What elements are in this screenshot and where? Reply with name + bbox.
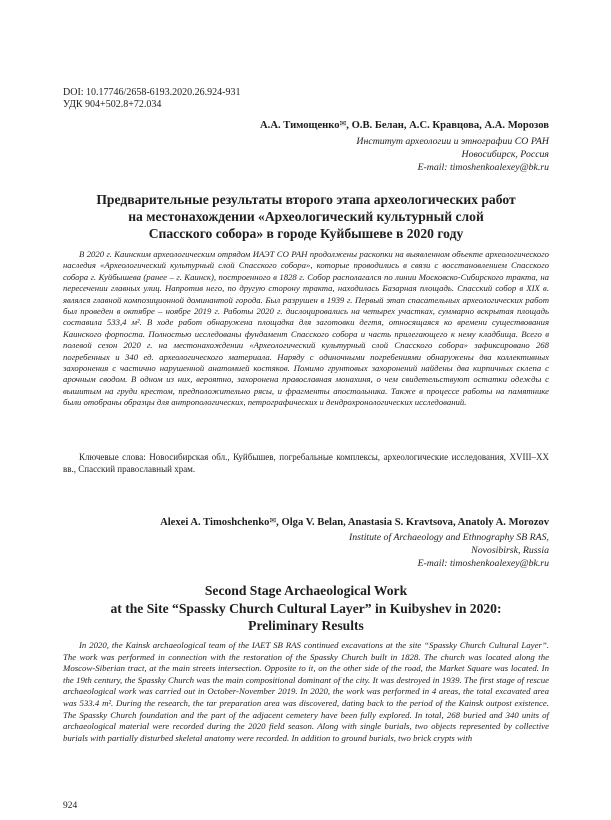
en-authors [160,516,549,528]
en-title [63,582,549,635]
en-corresponding-author: Alexei A. Timoshchenko [160,517,270,528]
en-title-line: at the Site “Spassky Church Cultural Layer” in Kuibyshev in 2020: [110,600,502,616]
ru-email: E-mail: timoshenkoalexey@bk.ru [417,162,549,173]
en-title-line: Preliminary Results [248,618,364,633]
ru-title-line: Спасского собора» в городе Куйбышеве в 2020 году [148,226,464,241]
ru-corresponding-author: А.А. Тимощенко [260,120,340,131]
en-city: Novosibirsk, Russia [471,545,549,556]
en-affiliation [349,531,549,570]
page-number: 924 [63,801,78,811]
ru-institute: Институт археологии и этнографии СО РАН [356,136,549,147]
ru-title [63,191,549,242]
udc: УДК 904+502.8+72.034 [63,99,162,110]
envelope-icon: ✉ [339,119,347,128]
ru-title-line: на местонахождении «Археологический культурный слой [128,209,484,224]
doi: DOI: 10.17746/2658-6193.2020.26.924-931 [63,87,241,98]
ru-authors [260,119,549,131]
ru-coauthors: , О.В. Белан, А.С. Кравцова, А.А. Морозов [346,120,549,131]
ru-city: Новосибирск, Россия [461,149,549,160]
ru-keywords: Ключевые слова: Новосибирская обл., Куйбышев, погребальные комплексы, археологические исследования, XVIII–XX вв., Спасский православный храм. [63,452,549,474]
en-title-line: Second Stage Archaeological Work [204,583,408,598]
en-email: E-mail: timoshenkoalexey@bk.ru [417,558,549,569]
ru-title-line: Предварительные результаты второго этапа археологических работ [96,192,516,207]
en-coauthors: , Olga V. Belan, Anastasia S. Kravtsova, Anatoly A. Morozov [276,517,549,528]
ru-abstract: В 2020 г. Каинским археологическим отрядом ИАЭТ СО РАН продолжены раскопки на выявленном объекте археологического наследия «Археологический культурный слой Спасского собора», которые проводились в связи с восстановлением Спасского собора г. Куйбышева (ранее – г. Каинск), построенного в 1828 г. Собор располагался по линии Московско-Сибирского тракта, на пересечении главных улиц. Напротив него, по другую сторону тракта, находилась Базарная площадь. Спасский собор в XIX в. являлся главной композиционной доминантой города. Был разрушен в 1939 г. Первый этап спасательных археологических работ был проведен в октябре – ноябре 2019 г. Работы 2020 г. дислоцировались на четырех участках, суммарно вскрытая площадь составила 533,4 м². В ходе работ обнаружена площадка для заготовки дегтя, относящаяся ко времени существования Каинского форпоста. Полностью исследованы фундамент Спасского собора и часть прилегающего к нему кладбища. Всего в полевой сезон 2020 г. на местонахождении «Археологический культурный слой Спасского собора» зафиксировано 268 погребенных и 340 ед. археологического материала. Наряду с одиночными погребениями обнаружены два коллективных захоронения с частично нарушенной анатомией костяков. Помимо грунтовых захоронений найдены два кирпичных склепа с арочным сводом. В одном из них, вероятно, захоронена православная монахиня, о чем свидетельствуют остатки одежды с вышитым на груди крестом, предположительно рясы, и фрагменты апостольника. Также в процессе работы на памятнике были отобраны образцы для антропологических, петрографических и дендрохронологических исследований. [63,249,549,408]
ru-affiliation [356,135,549,174]
envelope-icon: ✉ [269,516,277,525]
en-institute: Institute of Archaeology and Ethnography SB RAS, [349,532,549,543]
en-abstract: In 2020, the Kainsk archaeological team of the IAET SB RAS continued excavations at the site “Spassky Church Cultural Layer”. The work was performed in connection with the restoration of the Spassky Church built in 1828. The church was located along the Moscow-Siberian tract, at the main streets intersection. Opposite to it, on the other side of the road, the Market Square was located. In the 19th century, the Spassky Church was the main compositional dominant of the city. It was destroyed in 1939. The first stage of rescue archaeological work was carried out in October-November 2019. In 2020, the work was performed in 4 areas, the total excavated area was 533.4 m². During the research, the tar preparation area was discovered, dating back to the period of the Kainsk outpost existence. The Spassky Church foundation and the part of the adjacent cemetery have been fully explored. In total, 268 buried and 340 units of archaeological material were recorded during the 2020 field season. Along with single burials, two objects represented by collective burials with partially disturbed skeletal anatomy were recorded. In addition to ground burials, two brick crypts with [63,640,549,743]
